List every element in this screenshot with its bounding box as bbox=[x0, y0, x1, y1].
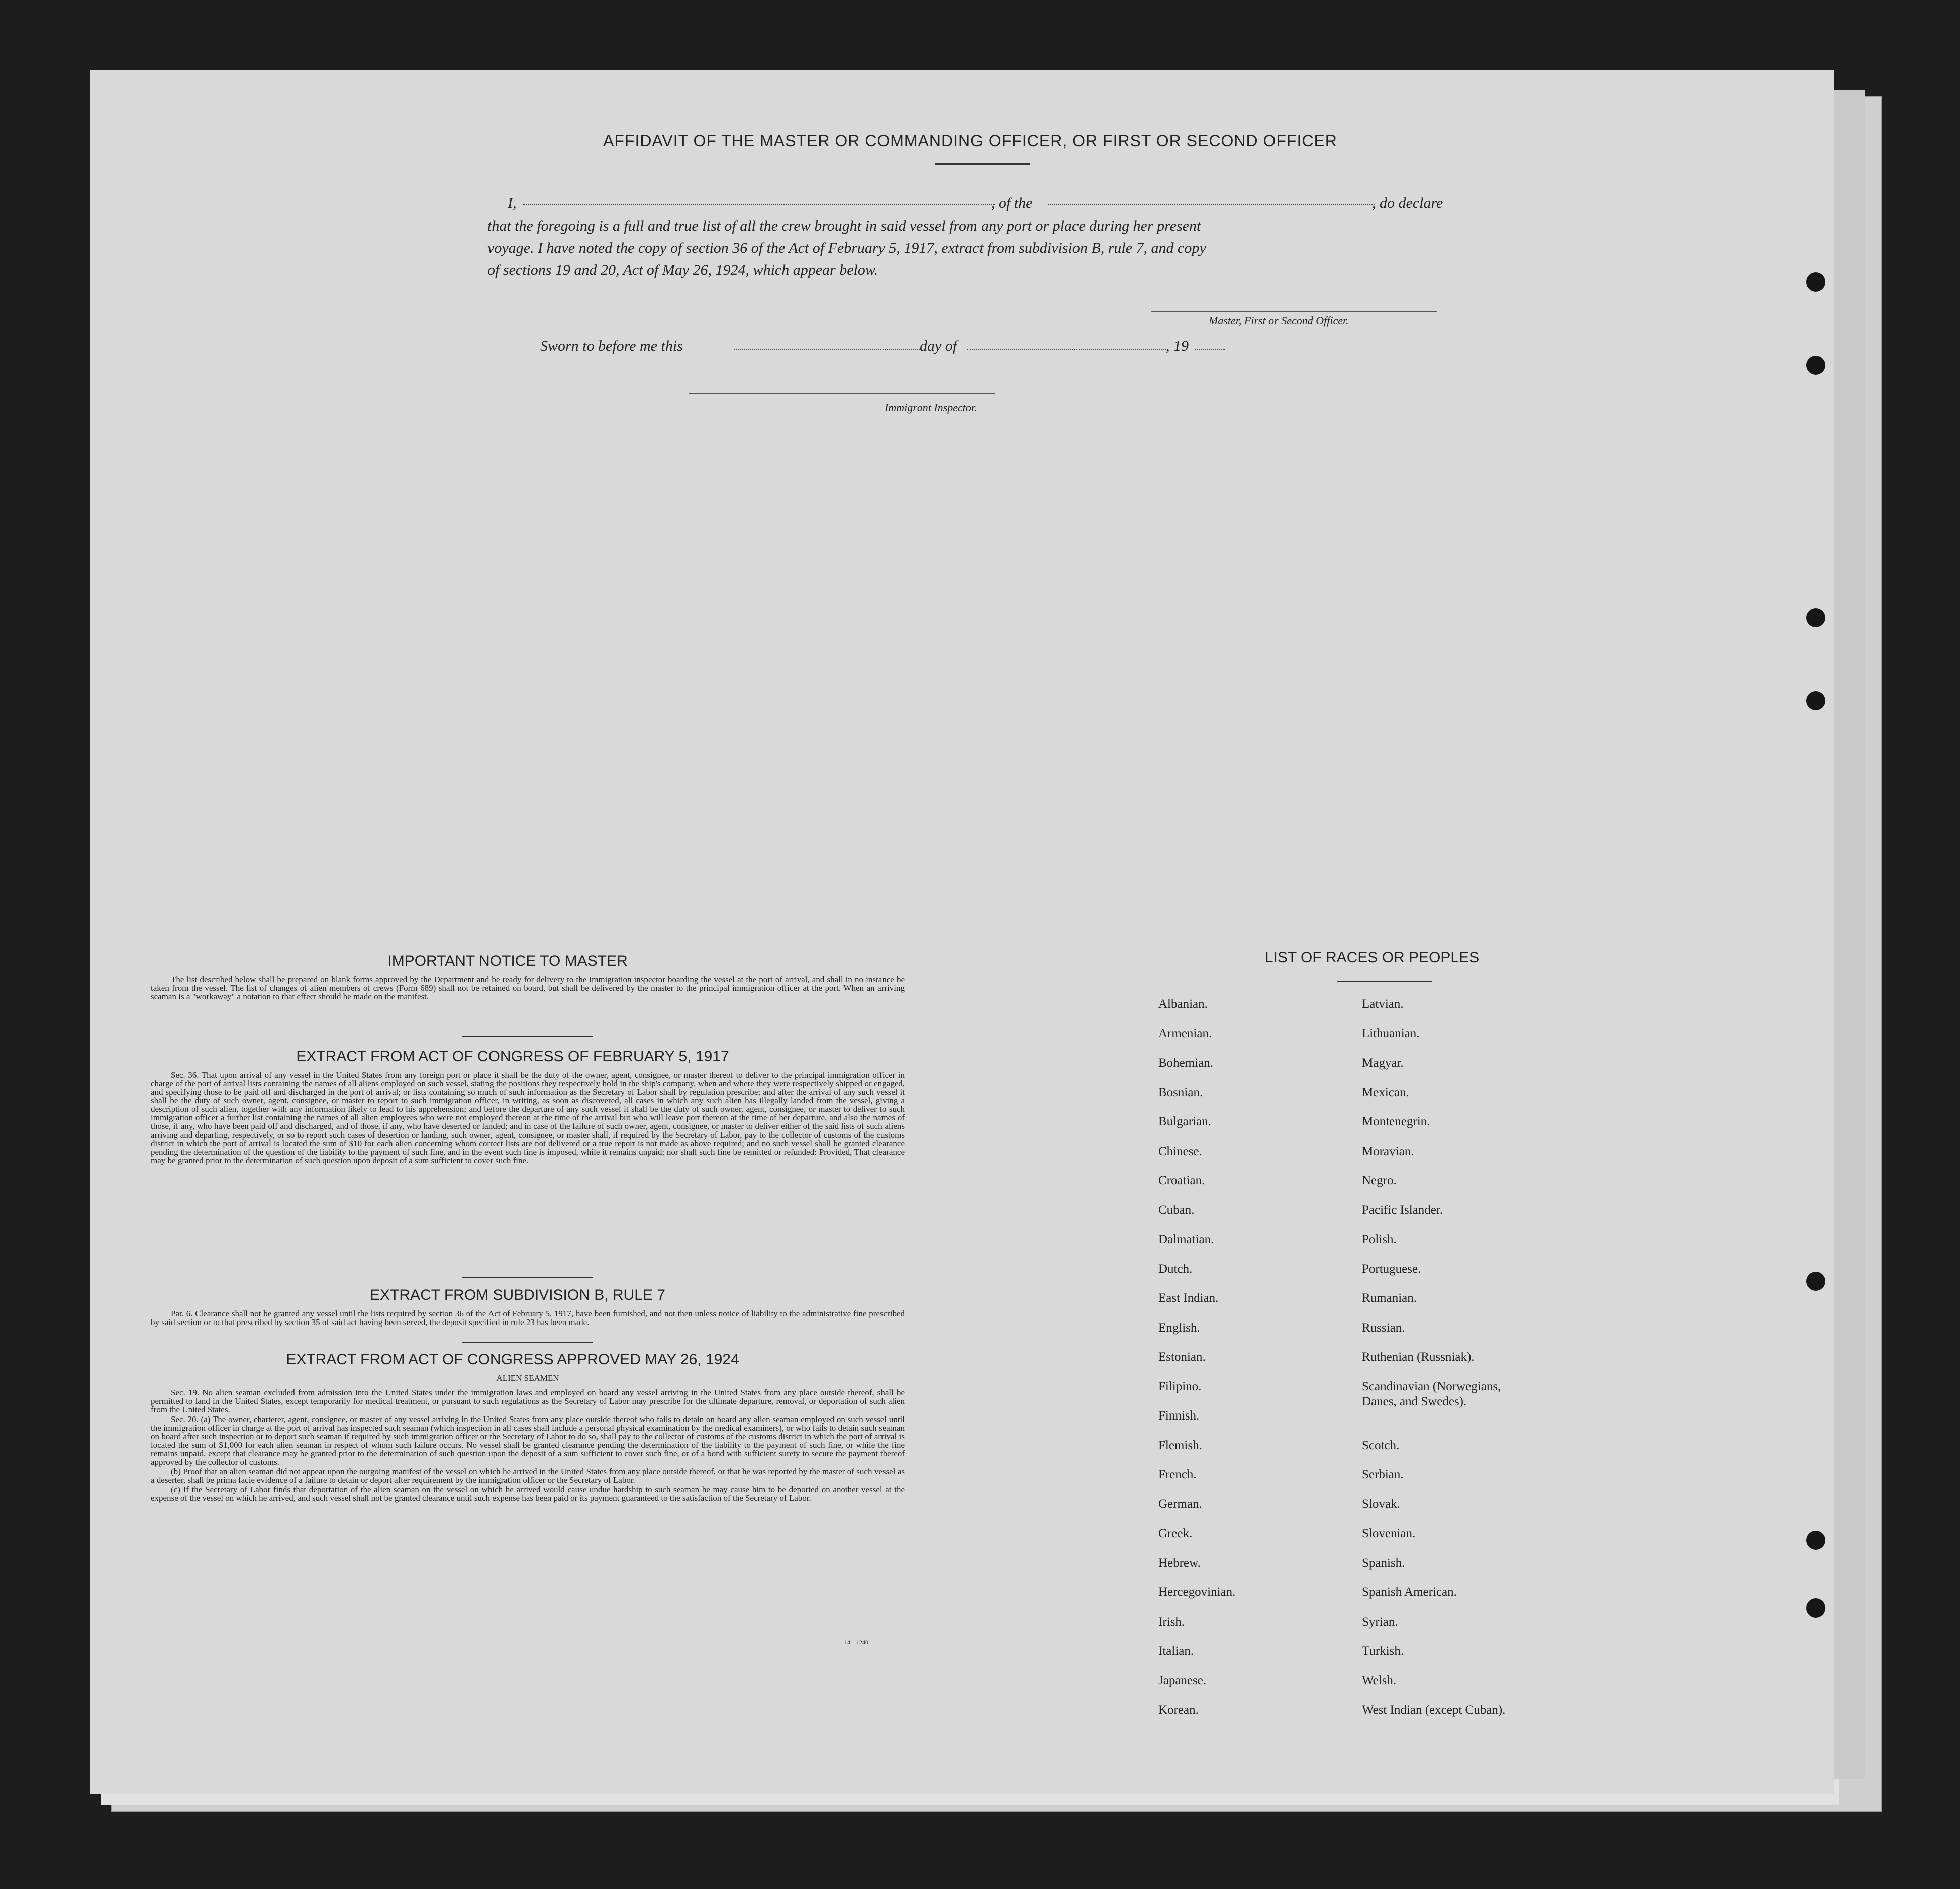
race-albanian: Albanian. bbox=[1158, 997, 1208, 1011]
sworn-day-line[interactable] bbox=[734, 349, 920, 350]
race-moravian: Moravian. bbox=[1362, 1144, 1414, 1158]
race-armenian: Armenian. bbox=[1158, 1026, 1212, 1041]
race-hercegovinian: Hercegovinian. bbox=[1158, 1585, 1236, 1599]
year-line[interactable] bbox=[1195, 349, 1225, 350]
race-korean: Korean. bbox=[1158, 1703, 1199, 1717]
race-spanish: Spanish. bbox=[1362, 1556, 1405, 1570]
master-signature-line[interactable] bbox=[1151, 311, 1437, 312]
race-magyar: Magyar. bbox=[1362, 1056, 1404, 1070]
race-slovak: Slovak. bbox=[1362, 1497, 1400, 1511]
races-right-column bbox=[1362, 997, 1528, 1732]
notice-paragraph: The list described below shall be prepared on blank forms approved by the Department and be ready for delivery to the immigration inspector boarding the vessel at the port of arrival, and shall in no instance be taken from the vessel. The list of changes of alien members of crews (Form 689) shall not be retained on board, but shall be delivered by the master to the principal immigration officer at the port. When an arriving seaman is a "workaway" a notation to that effect should be made on the manifest. bbox=[151, 975, 905, 1001]
page-edge bbox=[1833, 90, 1865, 1779]
race-syrian: Syrian. bbox=[1362, 1615, 1398, 1629]
extract-1917-paragraph: Sec. 36. That upon arrival of any vessel in the United States from any foreign port or place it shall be the duty of the owner, agent, consignee, or master thereof to deliver to the principal immigration officer in charge of the port of arrival lists containing the names of all aliens employed on such vessel, stating the positions they respectively hold in the ship's company, when and where they were respectively shipped or engaged, and specifying those to be paid off and discharged in the port of arrival; or lists containing so much of such information as the Secretary of Labor shall by regulation prescribe; and after the arrival of any such vessel it shall be the duty of such owner, agent, consignee, or master to report to such immigration officer, in writing, as soon as discovered, all cases in which any such alien has illegally landed from the vessel, giving a description of such alien, together with any information likely to lead to his apprehension; and before the departure of any such vessel it shall be the duty of such owner, agent, consignee, or master to deliver to such immigration officer a further list containing the names of all alien employees who were not employed thereon at the time of the arrival but who will leave port thereon at the time of her departure, and also the names of those, if any, who have been paid off and discharged, and of those, if any, who have deserted or landed; and in case of the failure of such owner, agent, consignee, or master to deliver either of the said lists of such aliens arriving and departing, respectively, or so to report such cases of desertion or landing, such owner, agent, consignee, or master shall, if required by the Secretary of Labor, pay to the collector of customs of the customs district in which the port of arrival is located the sum of $10 for each alien concerning whom correct lists are not delivered or a true report is not made as above required; and no such vessel shall be granted clearance pending the determination of the question of the liability to the payment of such fine, and in the event such fine is imposed, while it remains unpaid; nor shall such fine be remitted or refunded: Provided, That clearance may be granted prior to the determination of such question upon deposit of a sum sufficient to cover such fine. bbox=[151, 1070, 905, 1165]
race-japanese: Japanese. bbox=[1158, 1673, 1207, 1687]
sec-20a-paragraph: Sec. 20. (a) The owner, charterer, agent, consignee, or master of any vessel arriving in the United States from any place outside thereof who fails to detain on board any alien seaman employed on such vessel until the immigration officer in charge at the port of arrival has inspected such seaman (which inspection in all cases shall include a personal physical examination by the medical examiners), or who fails to detain such seaman on board after such inspection or to deport such seaman if required by such immigration officer or the Secretary of Labor to do so, shall pay to the collector of customs of the customs district in which the port of arrival is located the sum of $1,000 for each alien seaman in respect of whom such failure occurs. No vessel shall be granted clearance pending the determination of the liability to the payment of such fine, or while the fine remains unpaid, except that clearance may be granted prior to the determination of such question upon the deposit of a sum sufficient to cover such fine, or of a bond with sufficient surety to secure the payment thereof approved by the collector of customs. bbox=[151, 1414, 905, 1467]
races-left-column bbox=[1158, 997, 1235, 1732]
race-chinese: Chinese. bbox=[1158, 1144, 1202, 1158]
race-welsh: Welsh. bbox=[1362, 1673, 1397, 1687]
affidavit-line-4: of sections 19 and 20, Act of May 26, 1924, which appear below. bbox=[487, 262, 878, 278]
race-flemish: Flemish. bbox=[1158, 1438, 1202, 1452]
race-scandinavian: Scandinavian (Norwegians, Danes, and Swedes). bbox=[1362, 1379, 1501, 1408]
race-latvian: Latvian. bbox=[1362, 997, 1404, 1011]
race-pacific-islander: Pacific Islander. bbox=[1362, 1203, 1443, 1217]
race-finnish: Finnish. bbox=[1158, 1409, 1200, 1423]
race-polish: Polish. bbox=[1362, 1233, 1397, 1246]
extract-1924-text bbox=[151, 1388, 905, 1503]
race-greek: Greek. bbox=[1158, 1527, 1193, 1540]
inspector-signature-line[interactable] bbox=[689, 393, 995, 394]
race-ruthenian: Ruthenian (Russniak). bbox=[1362, 1350, 1475, 1364]
race-bohemian: Bohemian. bbox=[1158, 1056, 1214, 1070]
extract-rule7-title: EXTRACT FROM SUBDIVISION B, RULE 7 bbox=[370, 1287, 665, 1303]
extract-rule7-text bbox=[151, 1309, 905, 1328]
affidavit-line-3: voyage. I have noted the copy of section 36 of the Act of February 5, 1917, extract from subdivision B, rule 7, and copy bbox=[487, 240, 1206, 256]
race-turkish: Turkish. bbox=[1362, 1644, 1404, 1658]
race-slovenian: Slovenian. bbox=[1362, 1527, 1416, 1540]
punch-hole-icon bbox=[1806, 691, 1825, 710]
race-estonian: Estonian. bbox=[1158, 1350, 1206, 1364]
race-irish: Irish. bbox=[1158, 1615, 1185, 1629]
race-filipino: Filipino. bbox=[1158, 1379, 1202, 1393]
race-hebrew: Hebrew. bbox=[1158, 1556, 1201, 1570]
punch-hole-icon bbox=[1806, 272, 1825, 292]
notice-rule bbox=[462, 1036, 593, 1037]
notice-title: IMPORTANT NOTICE TO MASTER bbox=[387, 953, 628, 969]
inspector-label: Immigrant Inspector. bbox=[885, 401, 977, 414]
day-of-label: day of bbox=[920, 338, 957, 354]
race-mexican: Mexican. bbox=[1362, 1085, 1409, 1099]
race-english: English. bbox=[1158, 1320, 1200, 1335]
affidavit-declare: , do declare bbox=[1372, 195, 1443, 211]
sec-19-paragraph: Sec. 19. No alien seaman excluded from admission into the United States under the immigration laws and employed on board any vessel arriving in the United States from any place outside thereof, shall be permitted to land in the United States, except temporarily for medical treatment, or pursuant to such regulations as the Secretary of Labor may prescribe for the ultimate departure, removal, or deportation of such alien from the United States. bbox=[151, 1388, 905, 1414]
affidavit-line-2: that the foregoing is a full and true list of all the crew brought in said vessel from any port or place during her present bbox=[487, 218, 1201, 234]
sec-20b-paragraph: (b) Proof that an alien seaman did not appear upon the outgoing manifest of the vessel on which he arrived in the United States from any place outside thereof, or that he was reported by the master of such vessel as a deserter, shall be prima facie evidence of a failure to detain or deport after requirement by the immigration officer or the Secretary of Labor. bbox=[151, 1467, 905, 1485]
notice-text bbox=[151, 975, 905, 1002]
race-portuguese: Portuguese. bbox=[1362, 1262, 1421, 1276]
race-bosnian: Bosnian. bbox=[1158, 1085, 1203, 1099]
race-italian: Italian. bbox=[1158, 1644, 1194, 1658]
extract-1917-rule bbox=[462, 1277, 593, 1278]
race-rumanian: Rumanian. bbox=[1362, 1291, 1417, 1305]
extract-1924-title: EXTRACT FROM ACT OF CONGRESS APPROVED MAY 26, 1924 bbox=[286, 1351, 739, 1368]
punch-hole-icon bbox=[1806, 1272, 1825, 1291]
extract-1917-title: EXTRACT FROM ACT OF CONGRESS OF FEBRUARY 5, 1917 bbox=[296, 1048, 729, 1065]
race-croatian: Croatian. bbox=[1158, 1174, 1205, 1187]
race-dutch: Dutch. bbox=[1158, 1262, 1193, 1276]
master-signature-label: Master, First or Second Officer. bbox=[1209, 314, 1349, 327]
race-dalmatian: Dalmatian. bbox=[1158, 1233, 1214, 1246]
extract-rule7-paragraph: Par. 6. Clearance shall not be granted any vessel until the lists required by section 36 of the Act of February 5, 1917, have been furnished, and not then unless notice of liability to the administrative fine prescribed by said section or to that prescribed by section 35 of said act having been served, the deposit specified in rule 23 has been made. bbox=[151, 1309, 905, 1327]
race-russian: Russian. bbox=[1362, 1320, 1405, 1335]
affidavit-title: AFFIDAVIT OF THE MASTER OR COMMANDING OFFICER, OR FIRST OR SECOND OFFICER bbox=[603, 132, 1337, 150]
year-label: , 19 bbox=[1166, 338, 1189, 354]
punch-hole-icon bbox=[1806, 356, 1825, 375]
extract-1917-text bbox=[151, 1071, 905, 1166]
races-title: LIST OF RACES OR PEOPLES bbox=[1264, 949, 1480, 966]
race-french: French. bbox=[1158, 1468, 1197, 1481]
race-spanish-american: Spanish American. bbox=[1362, 1585, 1457, 1599]
affidavit-i: I, bbox=[508, 195, 517, 211]
vessel-line[interactable] bbox=[1048, 204, 1375, 205]
race-german: German. bbox=[1158, 1497, 1202, 1511]
race-montenegrin: Montenegrin. bbox=[1362, 1115, 1430, 1128]
race-west-indian: West Indian (except Cuban). bbox=[1362, 1703, 1506, 1717]
alien-seamen-subtitle: ALIEN SEAMEN bbox=[496, 1373, 559, 1383]
race-bulgarian: Bulgarian. bbox=[1158, 1115, 1211, 1128]
race-lithuanian: Lithuanian. bbox=[1362, 1026, 1420, 1041]
race-cuban: Cuban. bbox=[1158, 1203, 1195, 1217]
punch-hole-icon bbox=[1806, 1531, 1825, 1550]
extract-rule7-rule bbox=[462, 1342, 593, 1343]
race-negro: Negro. bbox=[1362, 1174, 1397, 1187]
name-line[interactable] bbox=[523, 204, 995, 205]
race-serbian: Serbian. bbox=[1362, 1468, 1404, 1481]
form-number: 14—1240 bbox=[844, 1639, 868, 1646]
race-east-indian: East Indian. bbox=[1158, 1291, 1219, 1305]
race-scotch: Scotch. bbox=[1362, 1438, 1400, 1452]
title-rule bbox=[935, 163, 1030, 165]
punch-hole-icon bbox=[1806, 608, 1825, 627]
form-page bbox=[90, 70, 1834, 1794]
affidavit-of-the: , of the bbox=[991, 195, 1033, 211]
races-rule bbox=[1337, 981, 1432, 982]
sec-20c-paragraph: (c) If the Secretary of Labor finds that deportation of the alien seaman on the vessel on which he arrived would cause undue hardship to such seaman he may cause him to be deported on another vessel at the expense of the vessel on which he arrived, and such vessel shall not be granted clearance until such expense has been paid or its payment guaranteed to the satisfaction of the Secretary of Labor. bbox=[151, 1485, 905, 1503]
sworn-label: Sworn to before me this bbox=[540, 338, 683, 354]
sworn-month-line[interactable] bbox=[967, 349, 1166, 350]
